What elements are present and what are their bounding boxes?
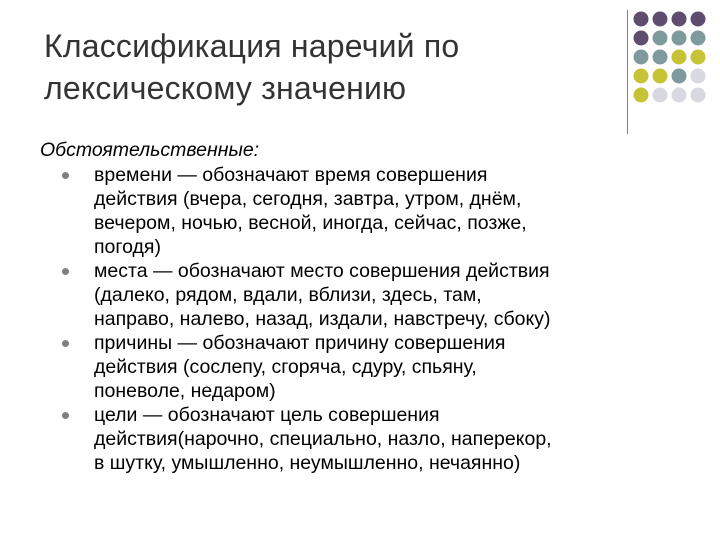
item-line: времени — обозначают время совершения	[94, 164, 488, 186]
list-item	[40, 163, 680, 259]
item-line: действия(нарочно, специально, назло, наперекор,	[94, 428, 552, 450]
decor-dot	[634, 50, 649, 65]
decor-dot	[634, 31, 649, 46]
item-line: действия (вчера, сегодня, завтра, утром, днём,	[94, 188, 522, 210]
bullet-dot-icon	[62, 340, 69, 347]
decor-dot	[634, 12, 649, 27]
list-item	[40, 331, 680, 403]
item-line: поневоле, недаром)	[94, 380, 276, 402]
slide-title	[44, 25, 604, 109]
bullet-dot-icon	[62, 172, 69, 179]
decor-dot	[653, 69, 668, 84]
item-line: вечером, ночью, весной, иногда, сейчас, позже,	[94, 212, 527, 234]
decor-dot	[691, 88, 706, 103]
decor-dot	[634, 69, 649, 84]
decor-dot	[634, 88, 649, 103]
title-line-2: лексическому значению	[44, 70, 407, 106]
list-item	[40, 259, 680, 331]
decor-dot	[653, 88, 668, 103]
bullet-dot-icon	[62, 268, 69, 275]
section-heading: Обстоятельственные:	[40, 139, 260, 161]
item-line: места — обозначают место совершения действия	[94, 260, 550, 282]
decor-dot	[672, 69, 687, 84]
decor-dot	[691, 69, 706, 84]
decorative-dot-grid	[632, 10, 708, 125]
decor-dot	[672, 88, 687, 103]
decor-dot	[691, 12, 706, 27]
item-line: цели — обозначают цель совершения	[94, 404, 440, 426]
decor-dot	[691, 50, 706, 65]
item-line: (далеко, рядом, вдали, вблизи, здесь, там,	[94, 284, 482, 306]
item-line: погодя)	[94, 236, 161, 258]
list-item	[40, 403, 680, 475]
bullet-list	[40, 163, 680, 475]
decor-dot	[653, 50, 668, 65]
vertical-divider	[627, 10, 628, 134]
decor-dot	[672, 31, 687, 46]
item-line: в шутку, умышленно, неумышленно, нечаянно)	[94, 452, 521, 474]
item-line: причины — обозначают причину совершения	[94, 332, 506, 354]
decor-dot	[653, 31, 668, 46]
decor-dot	[672, 50, 687, 65]
decor-dot	[672, 12, 687, 27]
decor-dot	[691, 31, 706, 46]
title-line-1: Классификация наречий по	[44, 28, 460, 64]
bullet-dot-icon	[62, 412, 69, 419]
decor-dot	[653, 12, 668, 27]
slide-content	[40, 138, 680, 475]
item-line: направо, налево, назад, издали, навстречу, сбоку)	[94, 308, 551, 330]
item-line: действия (сослепу, сгоряча, сдуру, спьяну,	[94, 356, 477, 378]
